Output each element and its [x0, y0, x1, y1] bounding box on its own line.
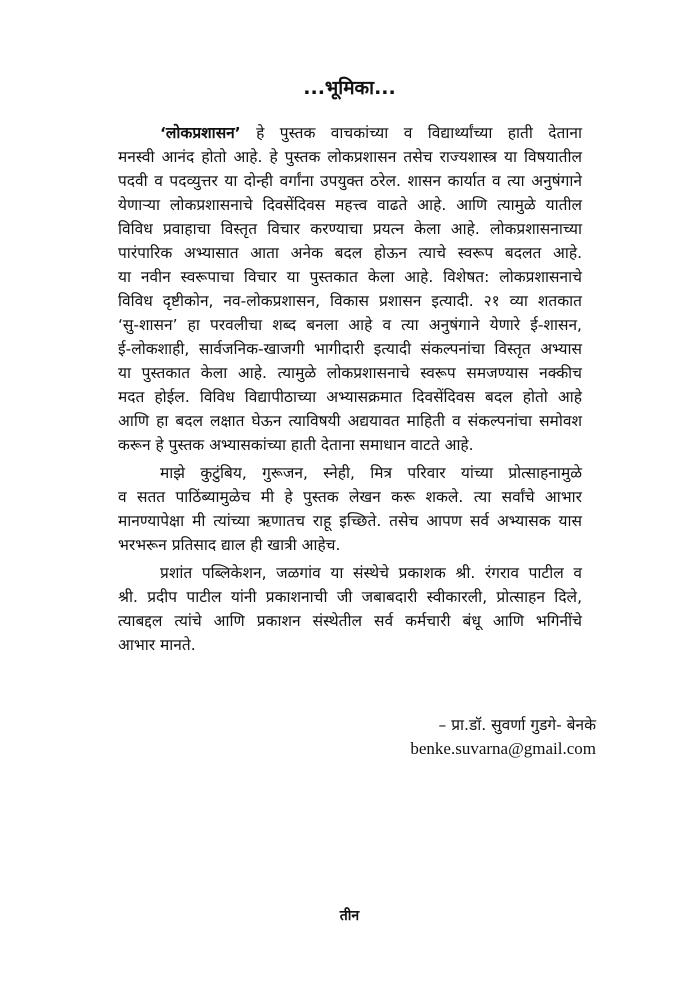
paragraph-line: ‘सु-शासन’ हा परवलीचा शब्द बनला आहे व त्या अनुषंगाने येणारे ई-शासन, [118, 316, 582, 334]
paragraph-line: श्री. प्रदीप पाटील यांनी प्रकाशनाची जी जबाबदारी स्वीकारली, प्रोत्साहन दिले, [118, 588, 582, 606]
paragraph-3 [118, 561, 582, 657]
paragraph-line: या नवीन स्वरूपाचा विचार या पुस्तकात केला आहे. विशेषत: लोकप्रशासनाचे [118, 268, 582, 286]
paragraph-2 [118, 461, 582, 557]
paragraph-line: आणि हा बदल लक्षात घेऊन त्याविषयी अद्ययावत माहिती व संकल्पनांचा समोवश [118, 412, 582, 430]
paragraph-line: त्याबद्दल त्यांचे आणि प्रकाशन संस्थेतील सर्व कर्मचारी बंधू आणि भगिनींचे [118, 612, 582, 630]
paragraph-line: मानण्यापेक्षा मी त्यांच्या ऋणातच राहू इच्छिते. तसेच आपण सर्व अभ्यासक यास [118, 512, 582, 530]
paragraph-line: विविध दृष्टीकोन, नव-लोकप्रशासन, विकास प्रशासन इत्यादी. २१ व्या शतकात [118, 292, 582, 310]
paragraph-line: भरभरून प्रतिसाद द्याल ही खात्री आहेच. [118, 536, 341, 554]
paragraph-line: करून हे पुस्तक अभ्यासकांच्या हाती देताना समाधान वाटते आहे. [118, 436, 474, 454]
paragraph-line: विविध प्रवाहाचा विस्तृत विचार करण्याचा प्रयत्न केला आहे. लोकप्रशासनाच्या [118, 220, 582, 238]
book-title-bold: ‘लोकप्रशासन’ [160, 124, 241, 142]
paragraph-line: पारंपारिक अभ्यासात आता अनेक बदल होऊन त्याचे स्वरूप बदलत आहे. [118, 244, 582, 262]
page-title: ...भूमिका... [303, 77, 396, 99]
paragraph-line: पदवी व पदव्युत्तर या दोन्ही वर्गांना उपयुक्त ठरेल. शासन कार्यात व त्या अनुषंगाने [118, 172, 582, 190]
paragraph-line: प्रशांत पब्लिकेशन, जळगांव या संस्थेचे प्रकाशक श्री. रंगराव पाटील व [160, 564, 582, 582]
paragraph-line: ई-लोकशाही, सार्वजनिक-खाजगी भागीदारी इत्यादी संकल्पनांचा विस्तृत अभ्यास [118, 340, 582, 358]
paragraph-1 [118, 121, 582, 457]
paragraph-line: या पुस्तकात केला आहे. त्यामुळे लोकप्रशासनाचे स्वरूप समजण्यास नक्कीच [118, 364, 582, 382]
signature-name: – प्रा.डॉ. सुवर्णा गुडगे- बेनके [438, 716, 596, 734]
paragraph-line: ‘लोकप्रशासन’ हे पुस्तक वाचकांच्या व विद्यार्थ्यांच्या हाती देताना [160, 124, 582, 142]
paragraph-line: व सतत पाठिंब्यामुळेच मी हे पुस्तक लेखन करू शकले. त्या सर्वांचे आभार [118, 488, 582, 506]
signature-email: benke.suvarna@gmail.com [410, 739, 596, 758]
paragraph-line: मदत होईल. विविध विद्यापीठाच्या अभ्यासक्रमात दिवसेंदिवस बदल होतो आहे [118, 388, 582, 406]
paragraph-line: मनस्वी आनंद होतो आहे. हे पुस्तक लोकप्रशासन तसेच राज्यशास्त्र या विषयातील [118, 148, 582, 166]
paragraph-line: आभार मानते. [118, 636, 196, 654]
paragraph-line: माझे कुटुंबिय, गुरूजन, स्नेही, मित्र परिवार यांच्या प्रोत्साहनामुळे [160, 464, 582, 482]
paragraph-line: येणाऱ्या लोकप्रशासनाचे दिवसेंदिवस महत्त्व वाढते आहे. आणि त्यामुळे यातील [118, 196, 582, 214]
preface-body [118, 121, 582, 657]
page-number: तीन [339, 908, 360, 924]
